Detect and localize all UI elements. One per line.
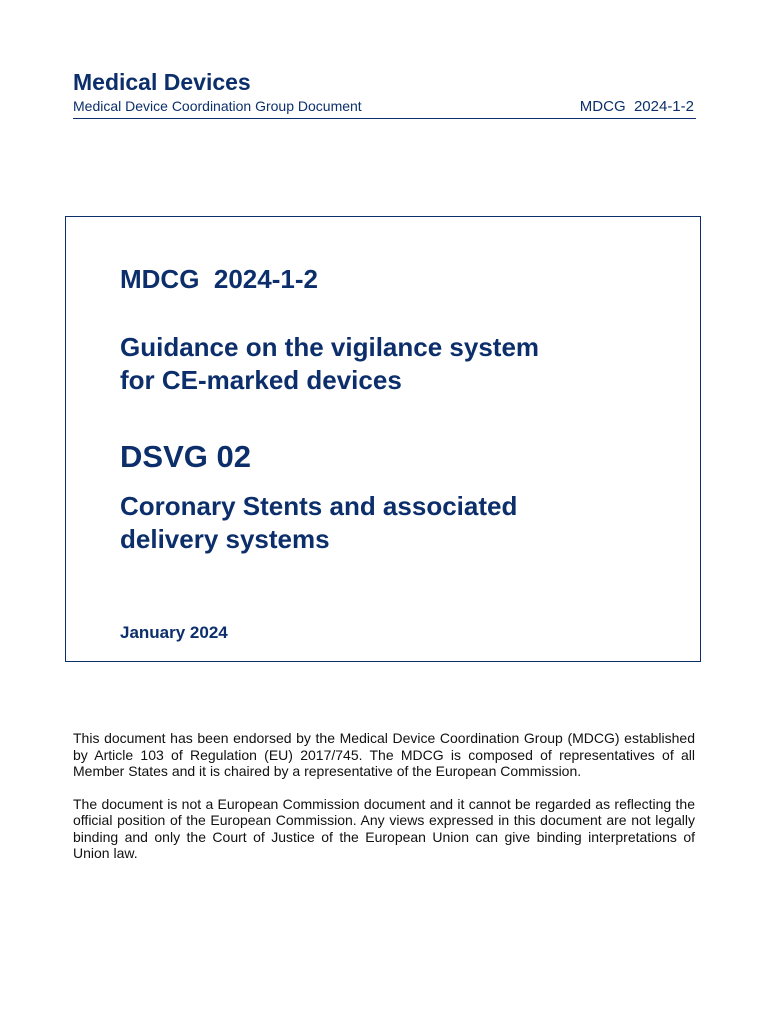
- dsvg-code: DSVG 02: [120, 439, 251, 474]
- header-row: [73, 97, 696, 119]
- subject-title-line-1: Coronary Stents and associated: [120, 491, 518, 521]
- publication-date: January 2024: [120, 623, 228, 642]
- guidance-title-line-2: for CE-marked devices: [120, 365, 402, 395]
- header-document-code: MDCG 2024-1-2: [579, 98, 694, 115]
- disclaimer-paragraph-1: This document has been endorsed by the Medical Device Coordination Group (MDCG) established by Article 103 of Regulation (EU) 2017/745. The MDCG is composed of representatives of all Member States and it is chaired by a representative of the European Commission.: [73, 730, 695, 779]
- document-header: [73, 68, 696, 119]
- guidance-title-line-1: Guidance on the vigilance system: [120, 332, 540, 362]
- document-code: MDCG 2024-1-2: [120, 264, 318, 294]
- guidance-title: [120, 331, 680, 397]
- subject-title: [120, 490, 680, 556]
- subject-title-line-2: delivery systems: [120, 524, 330, 554]
- disclaimer: [73, 730, 695, 878]
- header-title: Medical Devices: [73, 69, 251, 95]
- title-box: [65, 216, 701, 662]
- header-subtitle: Medical Device Coordination Group Document: [73, 98, 362, 114]
- disclaimer-paragraph-2: The document is not a European Commission document and it cannot be regarded as reflecting the official position of the European Commission. Any views expressed in this document are not legally binding and only the Court of Justice of the European Union can give binding interpretations of Union law.: [73, 795, 695, 861]
